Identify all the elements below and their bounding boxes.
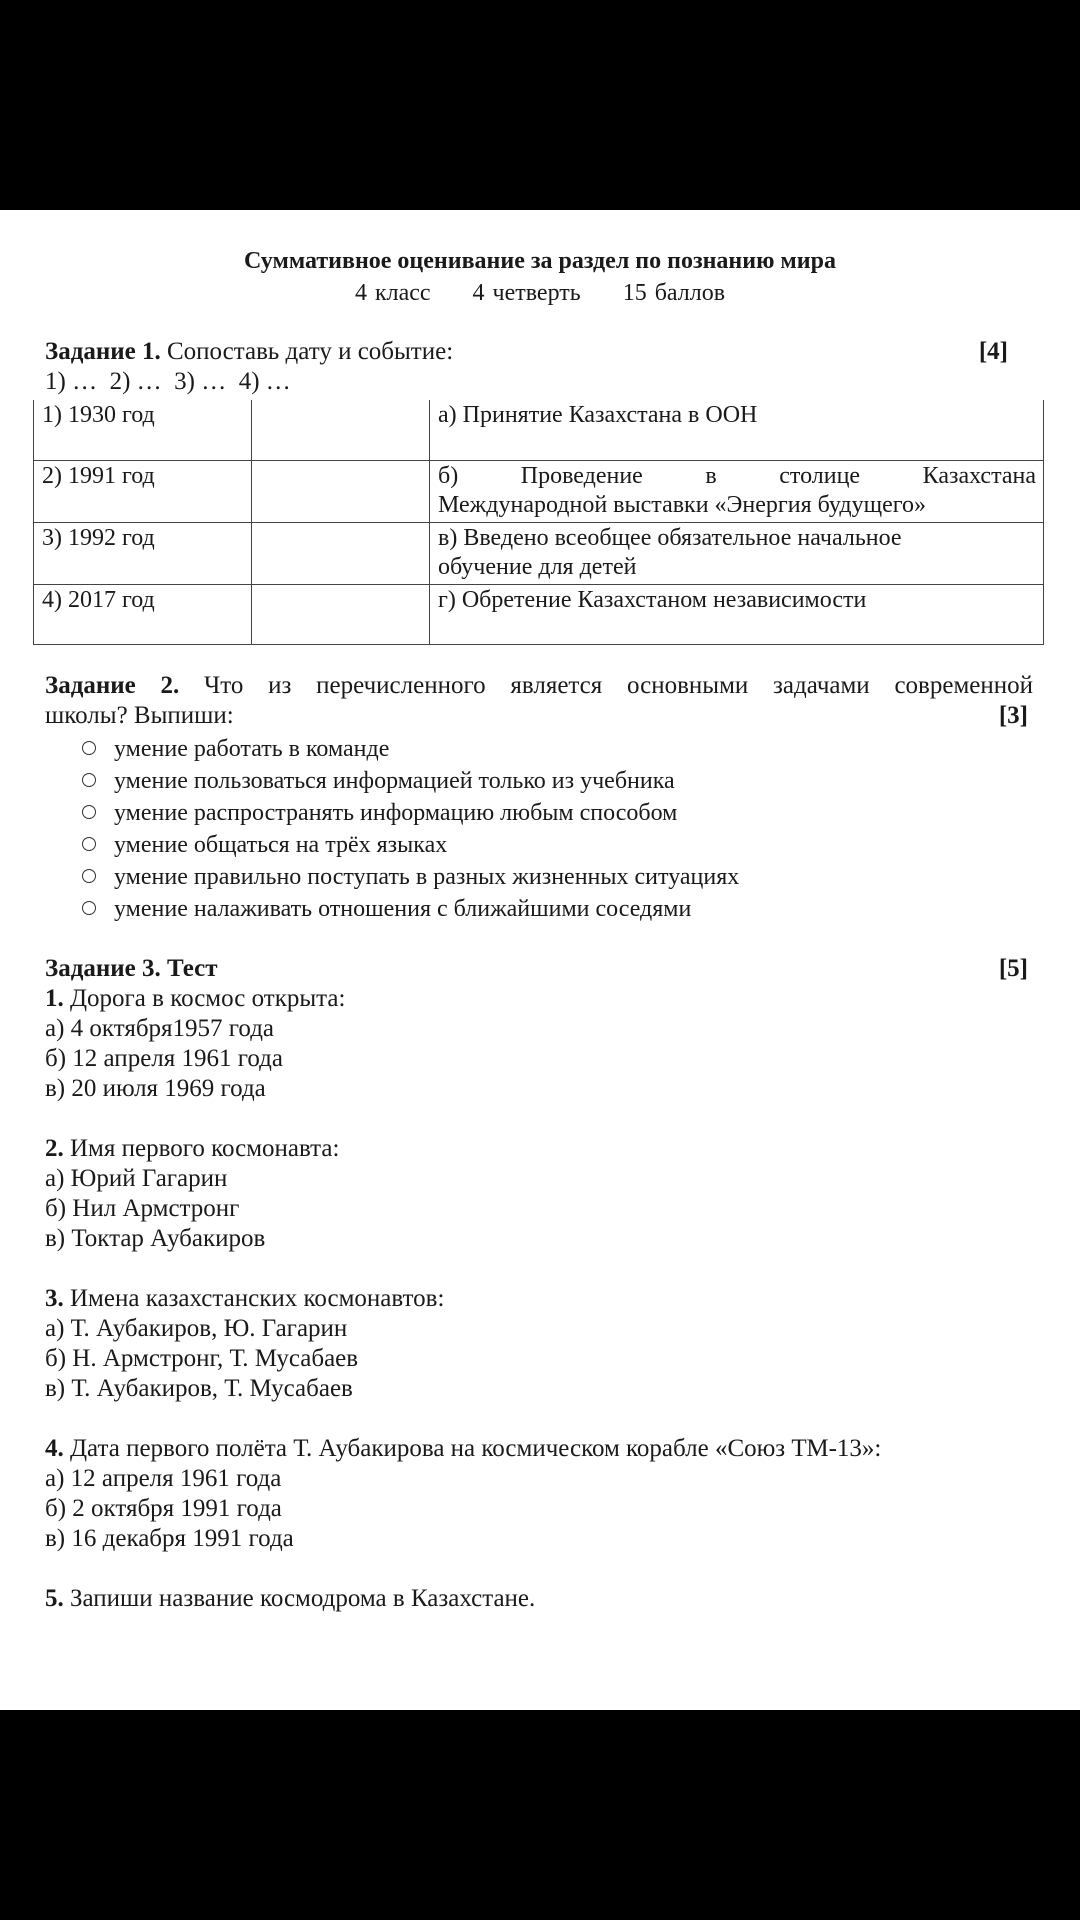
- answer-option: а) 4 октября1957 года: [45, 1015, 275, 1042]
- list-item: умение работать в команде: [82, 736, 389, 763]
- document-title: Суммативное оценивание за раздел по познанию мира: [244, 248, 836, 274]
- question-2: 2. Имя первого космонавта:: [45, 1135, 340, 1162]
- question-3: 3. Имена казахстанских космонавтов:: [45, 1285, 445, 1312]
- task1-label: Задание 1.: [45, 338, 161, 365]
- task2-label: Задание 2.: [45, 672, 180, 699]
- circle-bullet-icon: [82, 837, 96, 851]
- circle-bullet-icon: [82, 901, 96, 915]
- answer-option: б) 12 апреля 1961 года: [45, 1045, 283, 1072]
- answer-option: а) Т. Аубакиров, Ю. Гагарин: [45, 1315, 348, 1342]
- points-label: 15 баллов: [622, 280, 726, 306]
- answer-option: б) Н. Армстронг, Т. Мусабаев: [45, 1345, 359, 1372]
- answer-cell: [252, 400, 430, 460]
- event-cell: г) Обретение Казахстаном независимости: [430, 584, 1044, 644]
- list-item: умение пользоваться информацией только из учебника: [82, 768, 675, 795]
- answer-option: в) Т. Аубакиров, Т. Мусабаев: [45, 1375, 353, 1402]
- date-cell: 2) 1991 год: [34, 460, 252, 522]
- circle-bullet-icon: [82, 741, 96, 755]
- answer-option: б) 2 октября 1991 года: [45, 1495, 282, 1522]
- event-text-line: в) Введено всеобщее обязательное начальное: [438, 524, 902, 551]
- question-1: 1. Дорога в космос открыта:: [45, 985, 346, 1012]
- question-5: 5. Запиши название космодрома в Казахстане.: [45, 1585, 536, 1612]
- task2-heading: [45, 672, 1033, 700]
- circle-bullet-icon: [82, 805, 96, 819]
- question-4: 4. Дата первого полёта Т. Аубакирова на космическом корабле «Союз ТМ-13»:: [45, 1435, 882, 1462]
- answer-cell: [252, 522, 430, 584]
- answer-cell: [252, 460, 430, 522]
- list-item: умение правильно поступать в разных жизненных ситуациях: [82, 864, 739, 891]
- table-row: [34, 584, 1044, 644]
- date-cell: 4) 2017 год: [34, 584, 252, 644]
- document-page: [0, 210, 1080, 1710]
- list-item: умение налаживать отношения с ближайшими соседями: [82, 896, 691, 923]
- grade-label: 4 класс: [354, 280, 431, 306]
- task2-text-cont: школы? Выпиши:: [45, 702, 234, 729]
- task1-heading: [45, 338, 453, 366]
- event-text-line: б) Проведение в столице Казахстана: [438, 462, 1036, 489]
- table-row: [34, 460, 1044, 522]
- task3-score: [5]: [998, 955, 1028, 982]
- task1-answer-template: 1) … 2) … 3) … 4) …: [45, 368, 291, 395]
- task3-heading: Задание 3. Тест: [45, 955, 218, 982]
- event-cell: [430, 522, 1044, 584]
- quarter-label: 4 четверть: [472, 280, 581, 306]
- event-cell: [430, 460, 1044, 522]
- event-text-line: обучение для детей: [438, 553, 637, 580]
- answer-option: а) 12 апреля 1961 года: [45, 1465, 282, 1492]
- table-row: [34, 522, 1044, 584]
- date-cell: 1) 1930 год: [34, 400, 252, 460]
- answer-option: б) Нил Армстронг: [45, 1195, 240, 1222]
- list-item: умение общаться на трёх языках: [82, 832, 447, 859]
- list-item: умение распространять информацию любым способом: [82, 800, 677, 827]
- date-cell: 3) 1992 год: [34, 522, 252, 584]
- circle-bullet-icon: [82, 869, 96, 883]
- task1-score: [4]: [978, 338, 1008, 365]
- matching-table: [33, 400, 1044, 645]
- task1-text: Сопоставь дату и событие:: [167, 338, 454, 365]
- circle-bullet-icon: [82, 773, 96, 787]
- answer-option: в) 20 июля 1969 года: [45, 1075, 266, 1102]
- event-cell: а) Принятие Казахстана в ООН: [430, 400, 1044, 460]
- answer-cell: [252, 584, 430, 644]
- task2-score: [3]: [998, 702, 1028, 729]
- document-subtitle: [0, 280, 1080, 307]
- answer-option: а) Юрий Гагарин: [45, 1165, 228, 1192]
- answer-option: в) Токтар Аубакиров: [45, 1225, 266, 1252]
- table-row: [34, 400, 1044, 460]
- event-text-line: Международной выставки «Энергия будущего»: [438, 491, 926, 518]
- task2-text: Что из перечисленного является основными задачами современной: [204, 672, 1033, 699]
- answer-option: в) 16 декабря 1991 года: [45, 1525, 294, 1552]
